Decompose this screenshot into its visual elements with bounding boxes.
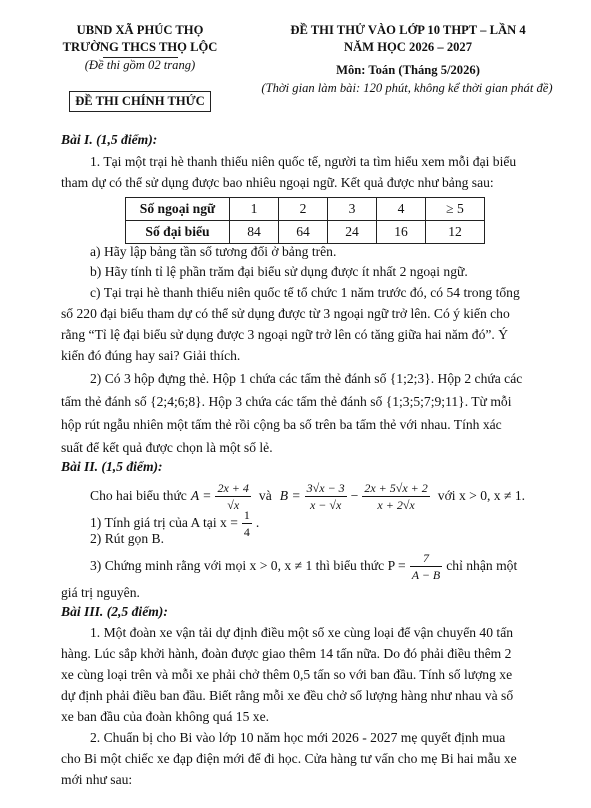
x-value-fraction: [242, 509, 252, 538]
bai1-paragraph-line: 1. Tại một trại hè thanh thiếu niên quốc tế, người ta tìm hiểu xem mỗi đại biểu: [90, 154, 517, 169]
school-authority: UBND XÃ PHÚC THỌ: [76, 23, 204, 37]
expression-b-fraction-2: [362, 482, 429, 511]
expression-b-label: B =: [279, 488, 301, 503]
expression-b-fraction-1: [305, 482, 347, 511]
table-cell: 2: [279, 198, 328, 221]
question-ii-2: 2) Rút gọn B.: [90, 531, 165, 546]
table-cell: 1: [230, 198, 279, 221]
question-2-line: 2) Có 3 hộp đựng thẻ. Hộp 1 chứa các tấm thẻ đánh số {1;2;3}. Hộp 2 chứa các: [90, 371, 523, 386]
fraction-denominator: A − B: [411, 567, 441, 582]
domain-condition: với x > 0, x ≠ 1.: [437, 488, 526, 503]
bai3-paragraph-line: cho Bi một chiếc xe đạp điện mới để đi học. Cửa hàng tư vấn cho mẹ Bi hai mẫu xe: [61, 751, 517, 766]
table-row-header: Số đại biểu: [126, 221, 230, 244]
bai1-paragraph-line: tham dự có thể sử dụng được bao nhiêu ngoại ngữ. Kết quả được như bảng sau:: [61, 175, 494, 190]
question-ii-3-text: 3) Chứng minh rằng với mọi x > 0, x ≠ 1 thì biểu thức P =: [90, 558, 406, 573]
question-ii-3-line2: giá trị nguyên.: [61, 585, 140, 600]
question-1b: b) Hãy tính tỉ lệ phần trăm đại biểu sử dụng được ít nhất 2 ngoại ngữ.: [90, 264, 468, 279]
fraction-numerator: 7: [410, 552, 443, 567]
question-2-line: hộp rút ngẫu nhiên một tấm thẻ rồi cộng ba số trên ba tấm thẻ với nhau. Tính xác: [61, 417, 502, 432]
question-1a: a) Hãy lập bảng tần số tương đối ở bảng trên.: [90, 244, 337, 259]
bai3-paragraph-line: hàng. Lúc sắp khởi hành, đoàn được giao thêm 14 tấn nữa. Do đó phải điều thêm 2: [61, 646, 512, 661]
and-word: và: [258, 488, 272, 503]
fraction-denominator: √x: [227, 497, 240, 512]
question-1c-line: kiến đó đúng hay sai? Giải thích.: [61, 348, 241, 363]
table-cell: ≥ 5: [426, 198, 485, 221]
bai3-paragraph-line: 1. Một đoàn xe vận tải dự định điều một số xe cùng loại để vận chuyển 40 tấn: [90, 625, 514, 640]
table-cell: 84: [230, 221, 279, 244]
table-row-header: Số ngoại ngữ: [126, 198, 230, 221]
fraction-denominator: x − √x: [309, 497, 342, 512]
p-fraction: [410, 552, 443, 581]
official-exam-label: ĐỀ THI CHÍNH THỨC: [69, 91, 211, 112]
fraction-numerator: 2x + 4: [217, 480, 249, 495]
fraction-denominator: 4: [243, 524, 250, 539]
page-count-note: (Đề thi gồm 02 trang): [84, 58, 196, 72]
table-cell: 3: [328, 198, 377, 221]
bai3-paragraph-line: dự định phải điều ban đầu. Biết rằng mỗi xe đều chở số lượng hàng như nhau và số: [61, 688, 514, 703]
expression-a-label: A =: [190, 488, 212, 503]
time-note: (Thời gian làm bài: 120 phút, không kể thời gian phát đề): [261, 81, 553, 95]
exam-title: ĐỀ THI THỬ VÀO LỚP 10 THPT – LẦN 4: [290, 23, 526, 37]
bai3-paragraph-line: 2. Chuẩn bị cho Bi vào lớp 10 năm học mới 2026 - 2027 mẹ quyết định mua: [90, 730, 506, 745]
bai3-paragraph-line: mới như sau:: [61, 772, 133, 787]
table-cell: 12: [426, 221, 485, 244]
bai3-paragraph-line: xe cùng loại trên và mỗi xe phải chở thêm 0,5 tấn so với ban đầu. Tính số lượng xe: [61, 667, 513, 682]
table-cell: 16: [377, 221, 426, 244]
table-row: [126, 221, 485, 244]
question-ii-3-end: chỉ nhận một: [446, 558, 518, 573]
question-ii-3-row: [90, 546, 517, 586]
fraction-denominator: x + 2√x: [377, 497, 415, 512]
table-cell: 24: [328, 221, 377, 244]
school-year: NĂM HỌC 2026 – 2027: [343, 40, 473, 54]
table-cell: 64: [279, 221, 328, 244]
question-1c-line: c) Tại trại hè thanh thiếu niên quốc tế tổ chức 1 năm trước đó, có 54 trong tổng: [90, 285, 520, 300]
question-ii-1-text: 1) Tính giá trị của A tại x =: [90, 515, 238, 530]
table-row: [126, 198, 485, 221]
section-1-title: Bài I. (1,5 điểm):: [61, 132, 158, 147]
question-2-line: tấm thẻ đánh số {2;4;6;8}. Hộp 3 chứa các tấm thẻ đánh số {1;3;5;7;9;11}. Từ mỗi: [61, 394, 512, 409]
fraction-numerator: 2x + 5√x + 2: [364, 480, 428, 495]
question-2-line: suất để kết quả được chọn là một số lẻ.: [61, 440, 273, 455]
expressions-intro: Cho hai biểu thức: [90, 488, 187, 503]
fraction-numerator: 3√x − 3: [306, 480, 345, 495]
table-cell: 4: [377, 198, 426, 221]
language-frequency-table: [125, 197, 485, 244]
section-3-title: Bài III. (2,5 điểm):: [61, 604, 168, 619]
section-2-title: Bài II. (1,5 điểm):: [61, 459, 163, 474]
minus-sign: −: [350, 488, 359, 503]
school-name: TRƯỜNG THCS THỌ LỘC: [62, 40, 218, 54]
bai3-paragraph-line: xe ban đầu của đoàn không quá 15 xe.: [61, 709, 269, 724]
subject-label: Môn: Toán (Tháng 5/2026): [336, 63, 480, 77]
period: .: [255, 515, 260, 530]
question-1c-line: số 220 đại biểu tham dự có thể sử dụng được từ 3 ngoại ngữ trở lên. Có ý kiến cho: [61, 306, 510, 321]
question-1c-line: rằng “Tỉ lệ đại biểu sử dụng được 3 ngoại ngữ trở lên có tăng giữa hai năm đó”. Ý: [61, 327, 509, 342]
fraction-numerator: 1: [243, 507, 250, 522]
